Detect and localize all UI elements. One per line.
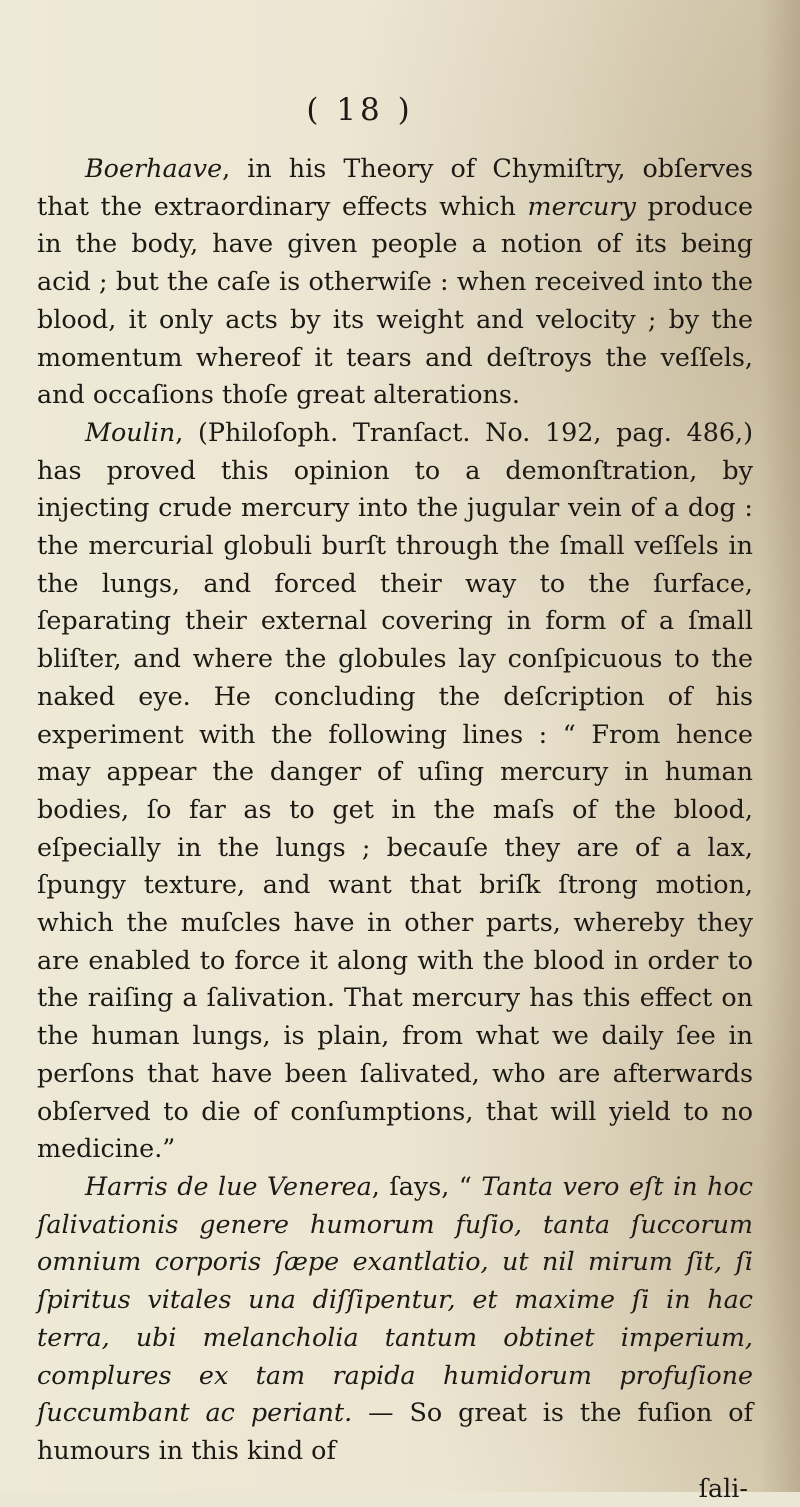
text-run: , in his Theory of Chymiſtry, obſerves that the extraordinary effects which [37, 153, 753, 221]
page-number: ( 18 ) [306, 92, 414, 128]
body-text [37, 150, 753, 1507]
italic-text: Tanta vero eſt in hoc ſalivationis genere humorum fuſio, tanta ſuccorum omnium corporis ſæpe exantlatio, ut nil mirum ſit, ſi ſpiritus vitales una diſſipentur, et maxime ſi in hac terra, ubi melancholia tantum obtinet imperium, complures ex tam rapida humidorum profuſione ſuccumbant ac periant. [37, 1170, 753, 1428]
paragraph-container [37, 150, 753, 1470]
catchword: ſali- [698, 1472, 748, 1503]
page-edge-shadow [760, 0, 800, 1492]
text-run: , (Philoſoph. Tranſact. No. 192, pag. 486,) has proved this opinion to a demonſtration, by injecting crude mercury into the jugular vein of a dog : the mercurial globuli burſt through the ſmall veſſels in the lungs, and forced their way to the ſurface, ſeparating their external covering in form of a ſmall bliſter, and where the globules lay conſpicuous to the naked eye. He concluding the deſcription of his experiment with the following lines : “ From hence may appear the danger of uſing mercury in human bodies, ſo far as to get in the maſs of the blood, eſpecially in the lungs ; becauſe they are of a lax, ſpungy texture, and want that briſk ſtrong motion, which the muſcles have in other parts, whereby they are enabled to force it along with the blood in order to the raiſing a ſalivation. That mercury has this effect on the human lungs, is plain, from what we daily ſee in perſons that have been ſalivated, who are afterwards obſerved to die of conſumptions, that will yield to no medicine.” [37, 416, 753, 1164]
italic-text: mercury [527, 190, 636, 221]
italic-text: Harris de lue Venerea [85, 1170, 372, 1201]
text-run: , ſays, “ [371, 1170, 482, 1201]
italic-text: Boerhaave [85, 153, 223, 183]
paragraph [37, 150, 753, 414]
italic-text: Moulin [85, 416, 176, 447]
text-run: — So great is the fuſion of humours in this kind of [37, 1397, 753, 1465]
paragraph [37, 1168, 753, 1470]
text-run: produce in the body, have given people a notion of its being acid ; but the caſe is otherwiſe : when received into the blood, it only acts by its weight and velocity ; by the momentum whereof it tears and deſtroys the veſſels, and occaſions thoſe great alterations. [37, 190, 753, 410]
paragraph [37, 414, 753, 1168]
